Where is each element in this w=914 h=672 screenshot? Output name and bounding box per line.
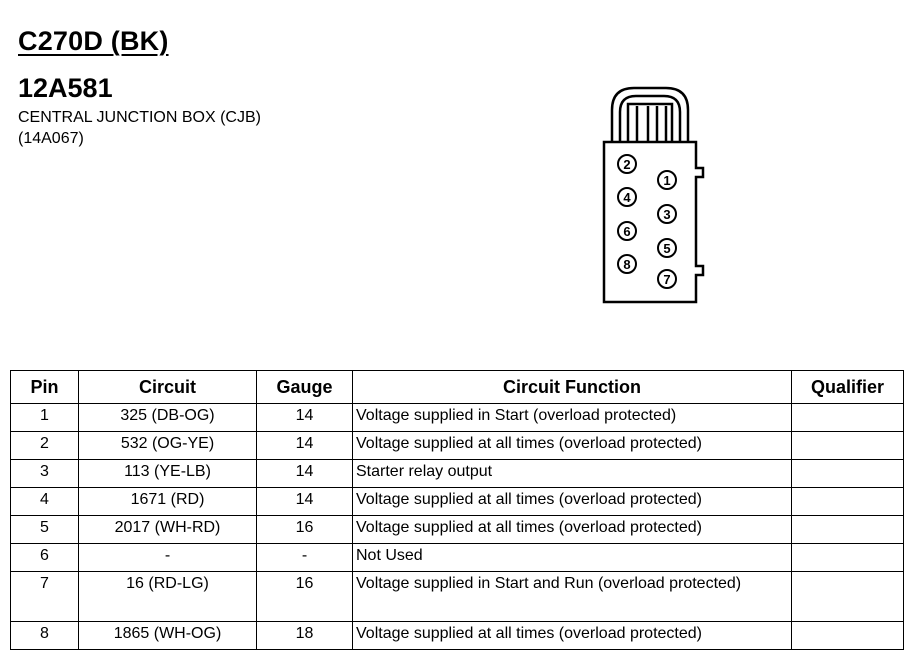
pin-cell: 2 (11, 432, 79, 460)
pin-cell: 6 (11, 544, 79, 572)
circuit-function-cell: Voltage supplied in Start and Run (overload protected) (353, 572, 792, 622)
component-description: CENTRAL JUNCTION BOX (CJB) (18, 109, 261, 126)
component-part-reference: (14A067) (18, 130, 84, 147)
pin-number-label: 4 (623, 190, 631, 205)
qualifier-cell (792, 622, 904, 650)
qualifier-cell (792, 572, 904, 622)
qualifier-cell (792, 404, 904, 432)
pin-cavities (618, 155, 676, 288)
table-header-row (11, 371, 904, 404)
table-row (11, 488, 904, 516)
gauge-cell: 14 (257, 488, 353, 516)
circuit-cell: 2017 (WH-RD) (79, 516, 257, 544)
pinout-table (10, 370, 904, 650)
pin-cell: 7 (11, 572, 79, 622)
circuit-cell: 1671 (RD) (79, 488, 257, 516)
circuit-function-cell: Voltage supplied in Start (overload protected) (353, 404, 792, 432)
circuit-function-cell: Starter relay output (353, 460, 792, 488)
gauge-cell: 14 (257, 460, 353, 488)
circuit-function-cell: Not Used (353, 544, 792, 572)
pin-cell: 8 (11, 622, 79, 650)
column-header-circuit-function: Circuit Function (353, 371, 792, 404)
pin-cell: 5 (11, 516, 79, 544)
pin-number-label: 3 (663, 207, 671, 222)
pin-number-label: 6 (623, 224, 631, 239)
gauge-cell: - (257, 544, 353, 572)
table-row (11, 432, 904, 460)
qualifier-cell (792, 460, 904, 488)
circuit-function-cell: Voltage supplied at all times (overload protected) (353, 622, 792, 650)
pin-cell: 1 (11, 404, 79, 432)
table-row (11, 622, 904, 650)
gauge-cell: 16 (257, 516, 353, 544)
pin-cell: 4 (11, 488, 79, 516)
circuit-cell: 1865 (WH-OG) (79, 622, 257, 650)
qualifier-cell (792, 516, 904, 544)
column-header-gauge: Gauge (257, 371, 353, 404)
connector-id-title: C270D (BK) (18, 26, 169, 56)
part-number: 12A581 (18, 73, 113, 103)
connector-latch (612, 88, 688, 142)
table-row (11, 544, 904, 572)
table-row (11, 404, 904, 432)
qualifier-cell (792, 544, 904, 572)
gauge-cell: 14 (257, 432, 353, 460)
connector-face-diagram (596, 80, 716, 310)
pin-number-label: 1 (663, 173, 671, 188)
gauge-cell: 16 (257, 572, 353, 622)
gauge-cell: 14 (257, 404, 353, 432)
pin-number-label: 2 (623, 157, 631, 172)
table-row (11, 460, 904, 488)
circuit-cell: 325 (DB-OG) (79, 404, 257, 432)
gauge-cell: 18 (257, 622, 353, 650)
pin-number-label: 5 (663, 241, 671, 256)
column-header-pin: Pin (11, 371, 79, 404)
circuit-cell: 532 (OG-YE) (79, 432, 257, 460)
table-row (11, 572, 904, 622)
circuit-cell: - (79, 544, 257, 572)
column-header-qualifier: Qualifier (792, 371, 904, 404)
pin-number-label: 7 (663, 272, 671, 287)
circuit-function-cell: Voltage supplied at all times (overload protected) (353, 432, 792, 460)
column-header-circuit: Circuit (79, 371, 257, 404)
pin-cell: 3 (11, 460, 79, 488)
qualifier-cell (792, 432, 904, 460)
circuit-function-cell: Voltage supplied at all times (overload protected) (353, 516, 792, 544)
circuit-cell: 113 (YE-LB) (79, 460, 257, 488)
circuit-cell: 16 (RD-LG) (79, 572, 257, 622)
qualifier-cell (792, 488, 904, 516)
pin-number-label: 8 (623, 257, 631, 272)
circuit-function-cell: Voltage supplied at all times (overload protected) (353, 488, 792, 516)
table-row (11, 516, 904, 544)
